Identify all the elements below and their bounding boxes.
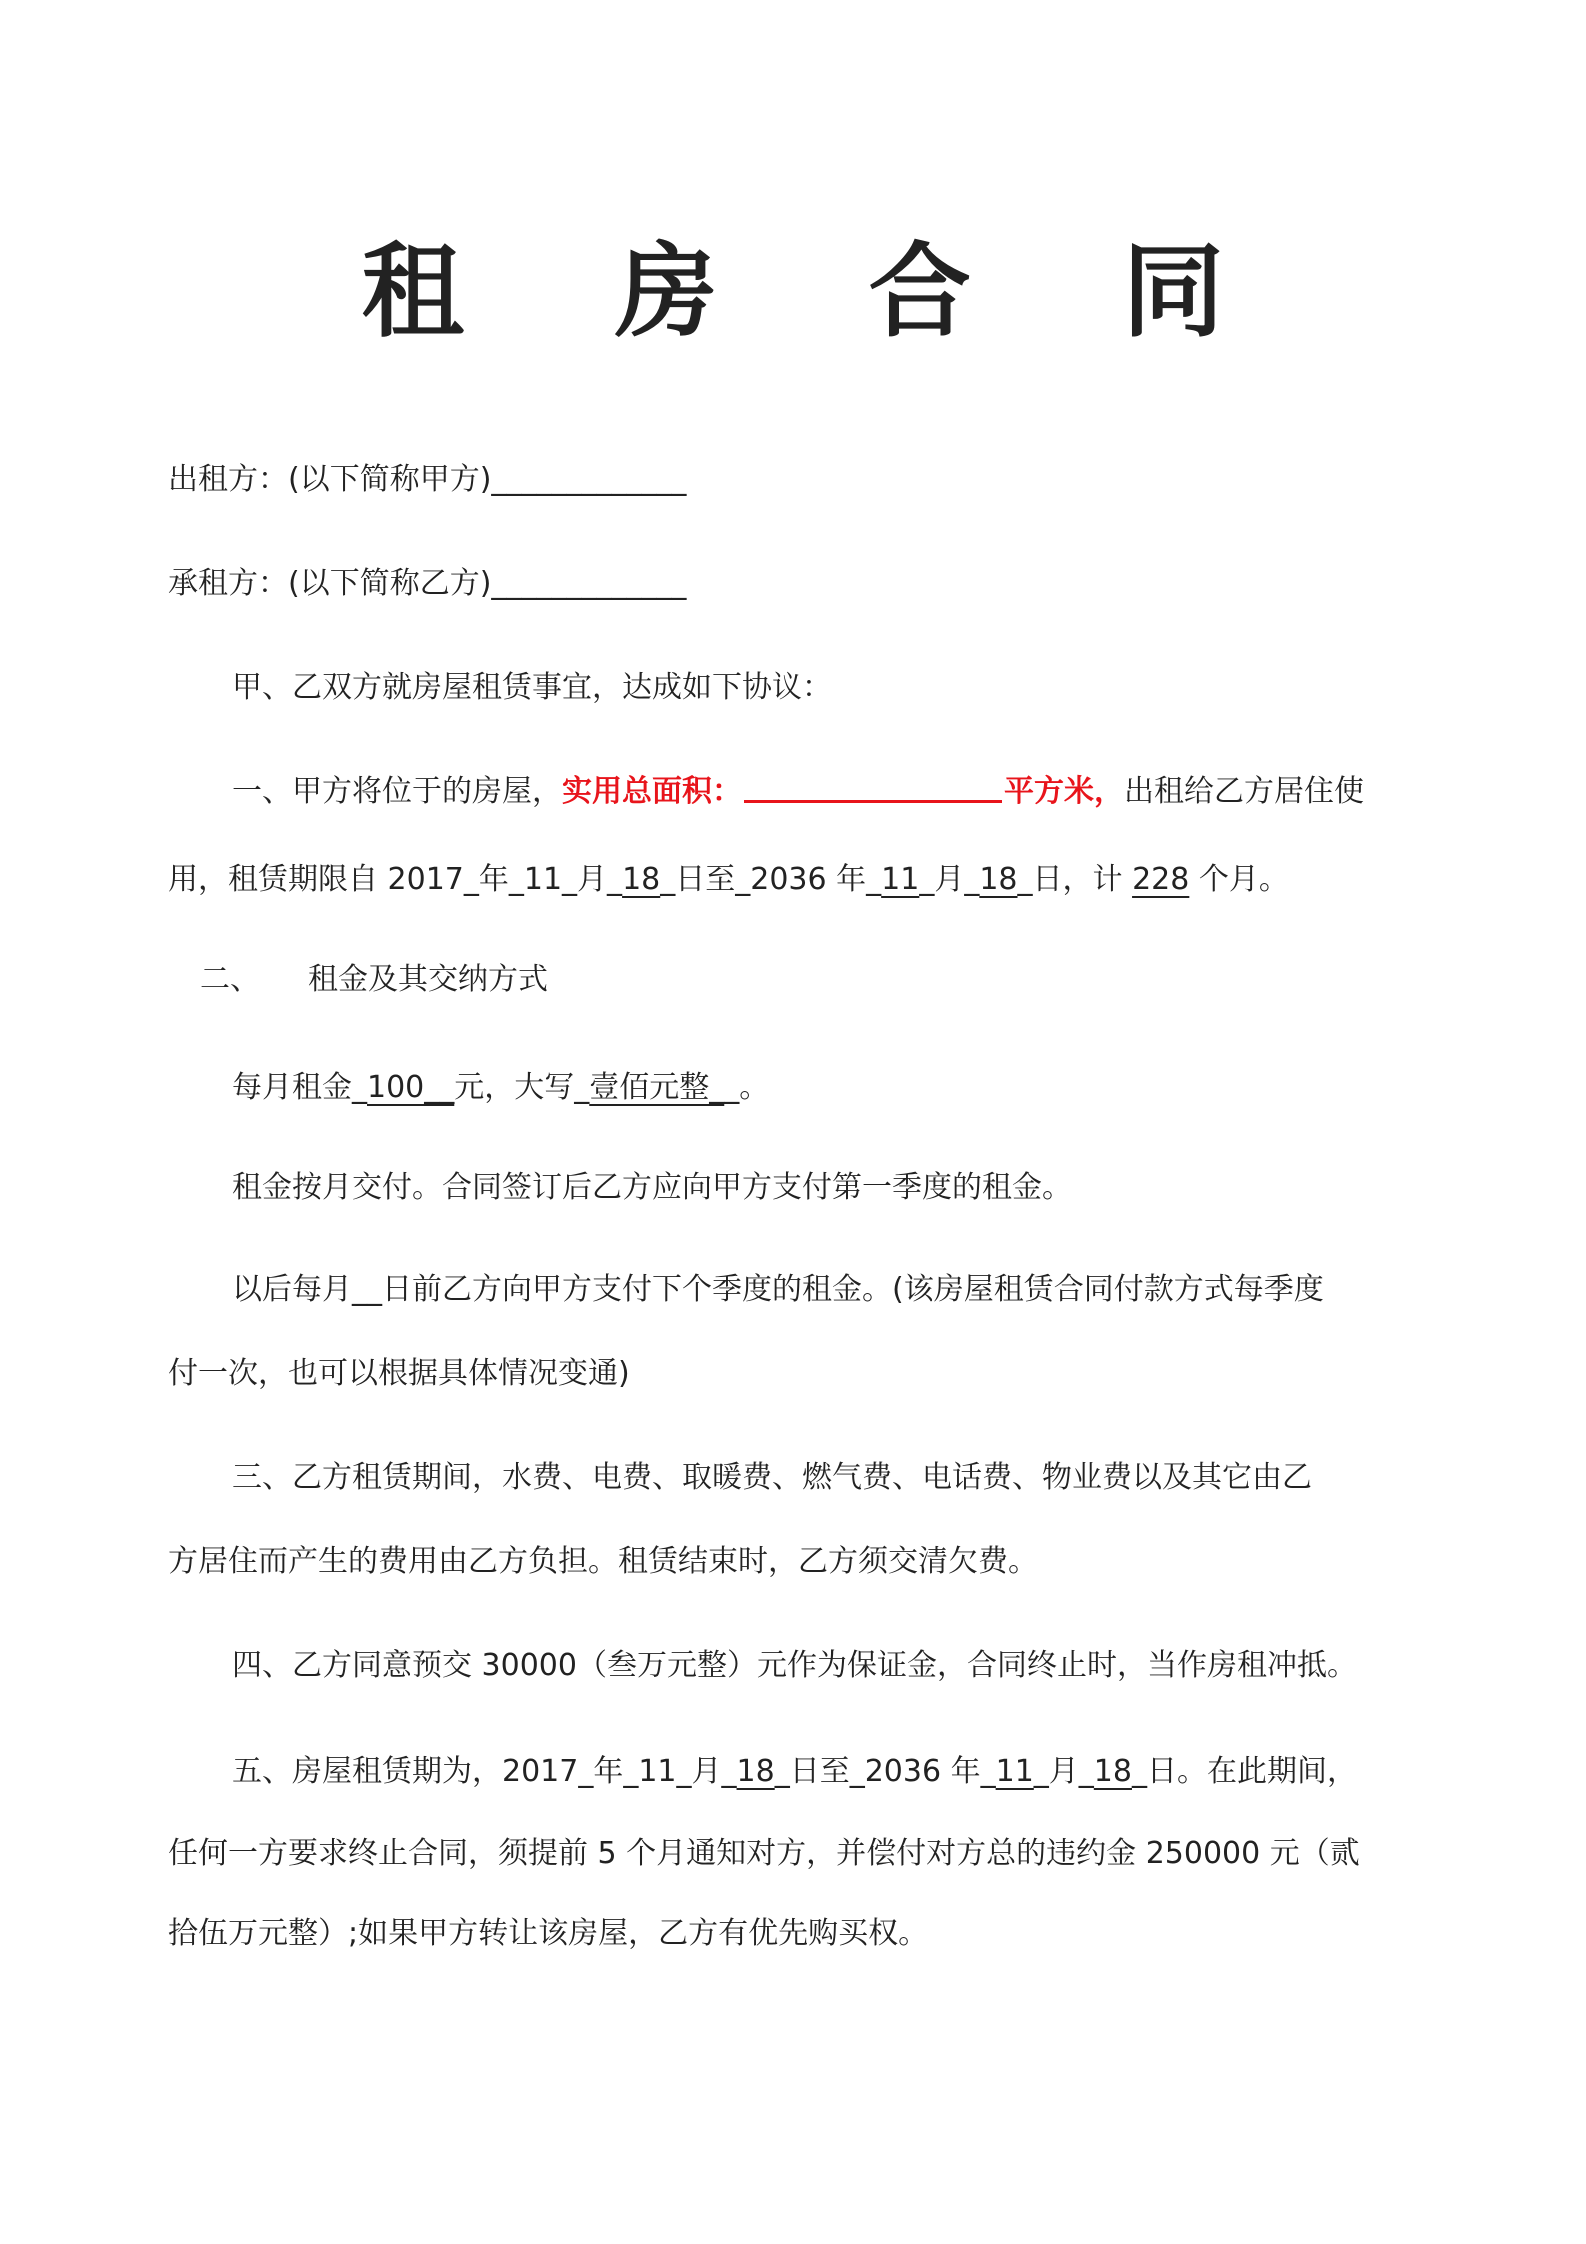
intro-paragraph: 甲、乙双方就房屋租赁事宜，达成如下协议： (232, 670, 832, 705)
end-month: 11 (881, 862, 920, 897)
rent-text-b: 元，大写_ (454, 1070, 590, 1105)
rent-amount: 100__ (367, 1070, 455, 1105)
document-title: 租 房 合 同 (361, 233, 1283, 352)
lessor-line: 出租方：(以下简称甲方)_____________ (168, 462, 687, 497)
clause-1-suffix: 出租给乙方居住使 (1124, 774, 1364, 809)
clause-5-line-2: 任何一方要求终止合同，须提前 5 个月通知对方，并偿付对方总的违约金 250000 元（贰 (168, 1836, 1360, 1871)
rent-text-c: _。 (724, 1070, 770, 1105)
payment-paragraph: 租金按月交付。合同签订后乙方应向甲方支付第一季度的租金。 (232, 1170, 1072, 1205)
clause-5-line-1 (232, 1750, 1357, 1794)
clause-3-line-1: 三、乙方租赁期间，水费、电费、取暖费、燃气费、电话费、物业费以及其它由乙 (232, 1460, 1312, 1495)
lease-start-day: 18 (736, 1754, 775, 1789)
clause-1-prefix: 一、甲方将位于的房屋， (232, 774, 562, 809)
term-text-c: _月_ (919, 862, 980, 897)
later-payment-line-2: 付一次，也可以根据具体情况变通) (168, 1356, 630, 1391)
end-day: 18 (979, 862, 1018, 897)
term-months: 228 (1132, 862, 1190, 897)
clause-2-number: 二、 (200, 962, 260, 997)
term-text-d: _日，计 (1017, 862, 1133, 897)
rent-text-a: 每月租金_ (232, 1070, 367, 1105)
clause-3-line-2: 方居住而产生的费用由乙方负担。租赁结束时，乙方须交清欠费。 (168, 1544, 1038, 1579)
area-blank (744, 772, 1002, 803)
rent-amount-words: 壹佰元整_ (589, 1070, 725, 1105)
term-text-e: 个月。 (1189, 862, 1289, 897)
lessee-line: 承租方：(以下简称乙方)_____________ (168, 566, 687, 601)
lease-text-a: 五、房屋租赁期为，2017_年_11_月_ (232, 1754, 737, 1789)
clause-5-line-3: 拾伍万元整）;如果甲方转让该房屋，乙方有优先购买权。 (168, 1916, 929, 1951)
term-text-b: _日至_2036 年_ (660, 862, 882, 897)
clause-4-paragraph: 四、乙方同意预交 30000（叁万元整）元作为保证金，合同终止时，当作房租冲抵。 (232, 1648, 1357, 1683)
area-label: 实用总面积： (562, 774, 742, 809)
clause-2-title: 租金及其交纳方式 (308, 962, 548, 997)
lease-text-b: _日至_2036 年_ (774, 1754, 996, 1789)
monthly-rent-line (232, 1066, 769, 1110)
clause-2-heading (200, 958, 548, 1002)
clause-1-line-2 (168, 858, 1289, 902)
lease-text-d: _日。在此期间， (1131, 1754, 1357, 1789)
lease-end-day: 18 (1093, 1754, 1132, 1789)
lease-end-month: 11 (995, 1754, 1034, 1789)
clause-1-line-1 (232, 770, 1364, 814)
start-day: 18 (622, 862, 661, 897)
later-payment-line-1: 以后每月__日前乙方向甲方支付下个季度的租金。(该房屋租赁合同付款方式每季度 (232, 1272, 1324, 1307)
lease-text-c: _月_ (1033, 1754, 1094, 1789)
area-unit: 平方米， (1004, 774, 1124, 809)
term-text-a: 用，租赁期限自 2017_年_11_月_ (168, 862, 623, 897)
